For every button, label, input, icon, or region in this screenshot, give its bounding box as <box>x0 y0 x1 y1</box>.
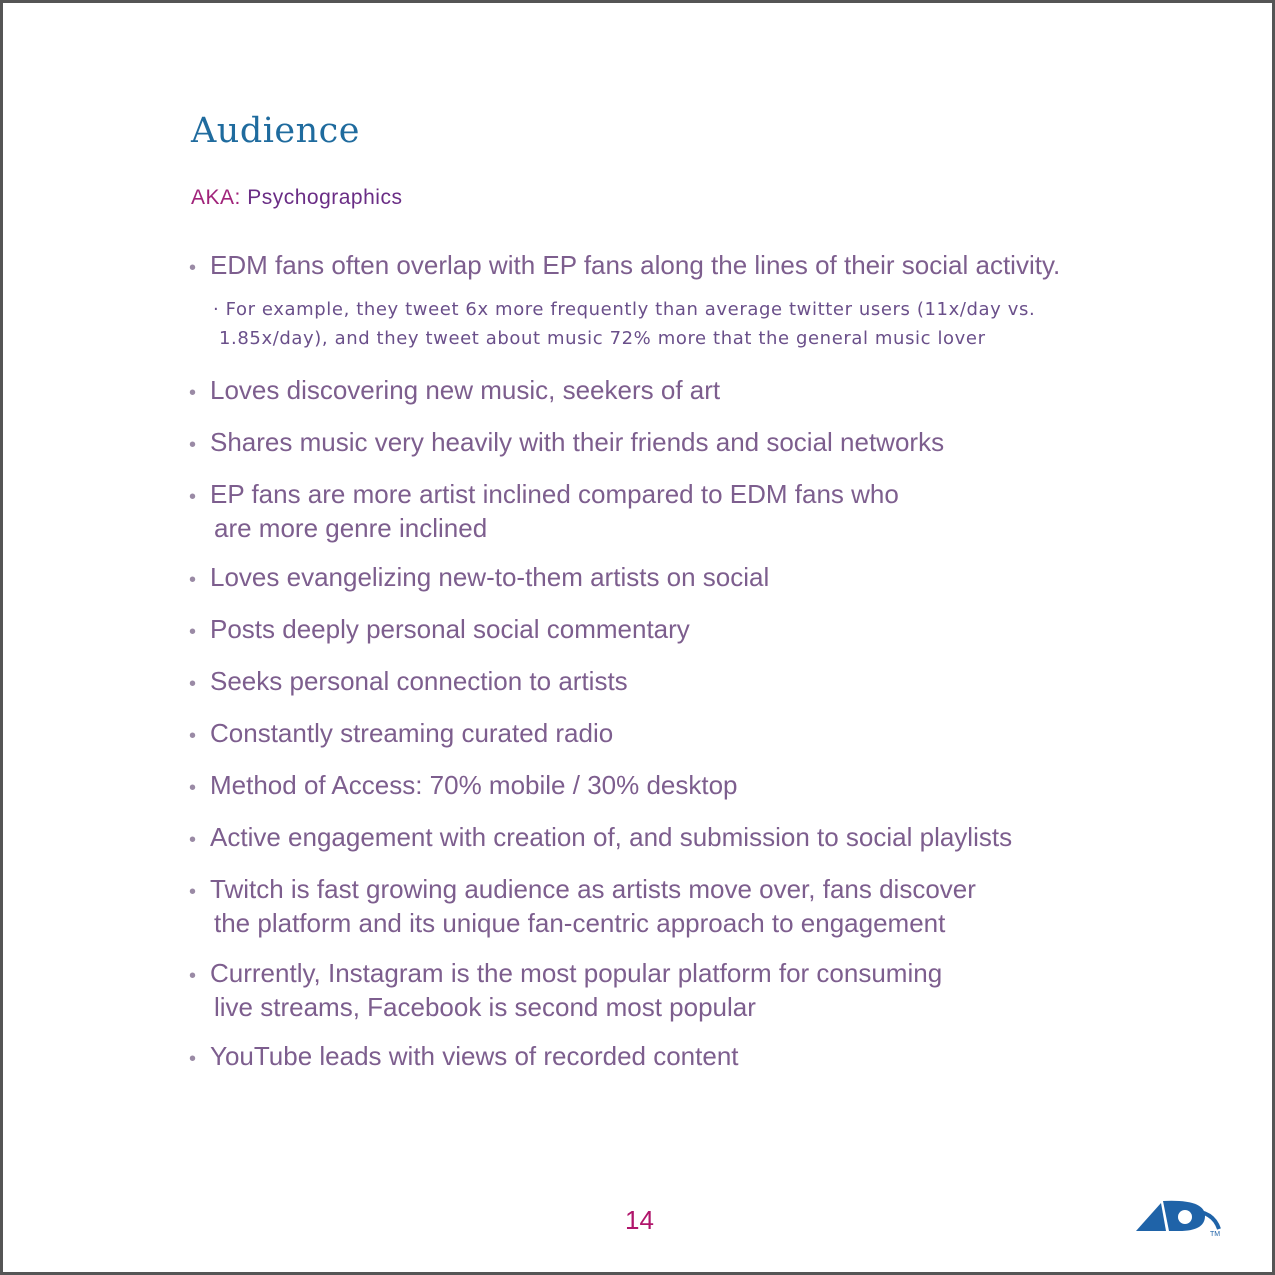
bullet-icon: • <box>189 486 197 508</box>
bullet-item: • Loves evangelizing new-to-them artists on social <box>189 562 769 596</box>
bullet-continuation: the platform and its unique fan-centric approach to engagement <box>214 908 946 938</box>
bullet-icon: • <box>189 673 197 695</box>
bullet-item: • Constantly streaming curated radio <box>189 718 613 752</box>
sub-bullet-continuation: 1.85x/day), and they tweet about music 72% more that the general music lover <box>219 328 986 349</box>
page-title: Audience <box>191 111 360 151</box>
bullet-item: • Method of Access: 70% mobile / 30% desktop <box>189 770 738 804</box>
sub-bullet-item <box>213 295 1035 353</box>
bullet-continuation: are more genre inclined <box>214 513 488 543</box>
bullet-item: • EDM fans often overlap with EP fans along the lines of their social activity. <box>189 250 1060 284</box>
page-number: 14 <box>625 1205 654 1235</box>
bullet-icon: • <box>189 829 197 851</box>
bullet-icon: • <box>189 1048 197 1070</box>
bullet-icon: • <box>189 434 197 456</box>
bullet-item: • YouTube leads with views of recorded content <box>189 1041 739 1075</box>
bullet-item: • Active engagement with creation of, and submission to social playlists <box>189 822 1012 856</box>
bullet-icon: • <box>189 725 197 747</box>
bullet-item: • EP fans are more artist inclined compared to EDM fans who are more genre inclined <box>189 479 899 543</box>
bullet-item: • Posts deeply personal social commentary <box>189 614 690 648</box>
bullet-icon: • <box>189 777 197 799</box>
bullet-item: • Loves discovering new music, seekers of art <box>189 375 720 409</box>
bullet-continuation: live streams, Facebook is second most popular <box>214 992 756 1022</box>
aka-line <box>191 186 402 210</box>
logo-tm: TM <box>1210 1231 1221 1238</box>
bullet-icon: • <box>189 621 197 643</box>
bullet-icon: • <box>189 965 197 987</box>
ab-logo-icon <box>1133 1195 1225 1239</box>
sub-bullet-text: · For example, they tweet 6x more frequently than average twitter users (11x/day vs. <box>213 299 1036 320</box>
bullet-icon: • <box>189 881 197 903</box>
aka-value: Psychographics <box>247 186 403 209</box>
aka-label: AKA: <box>191 186 241 209</box>
bullet-icon: • <box>189 257 197 279</box>
bullet-item: • Twitch is fast growing audience as artists move over, fans discover the platform and its unique fan-centric approach to engagement <box>189 874 976 938</box>
bullet-icon: • <box>189 382 197 404</box>
bullet-icon: • <box>189 569 197 591</box>
bullet-item: • Currently, Instagram is the most popular platform for consuming live streams, Facebook is second most popular <box>189 958 943 1022</box>
bullet-item: • Shares music very heavily with their friends and social networks <box>189 427 944 461</box>
bullet-item: • Seeks personal connection to artists <box>189 666 628 700</box>
